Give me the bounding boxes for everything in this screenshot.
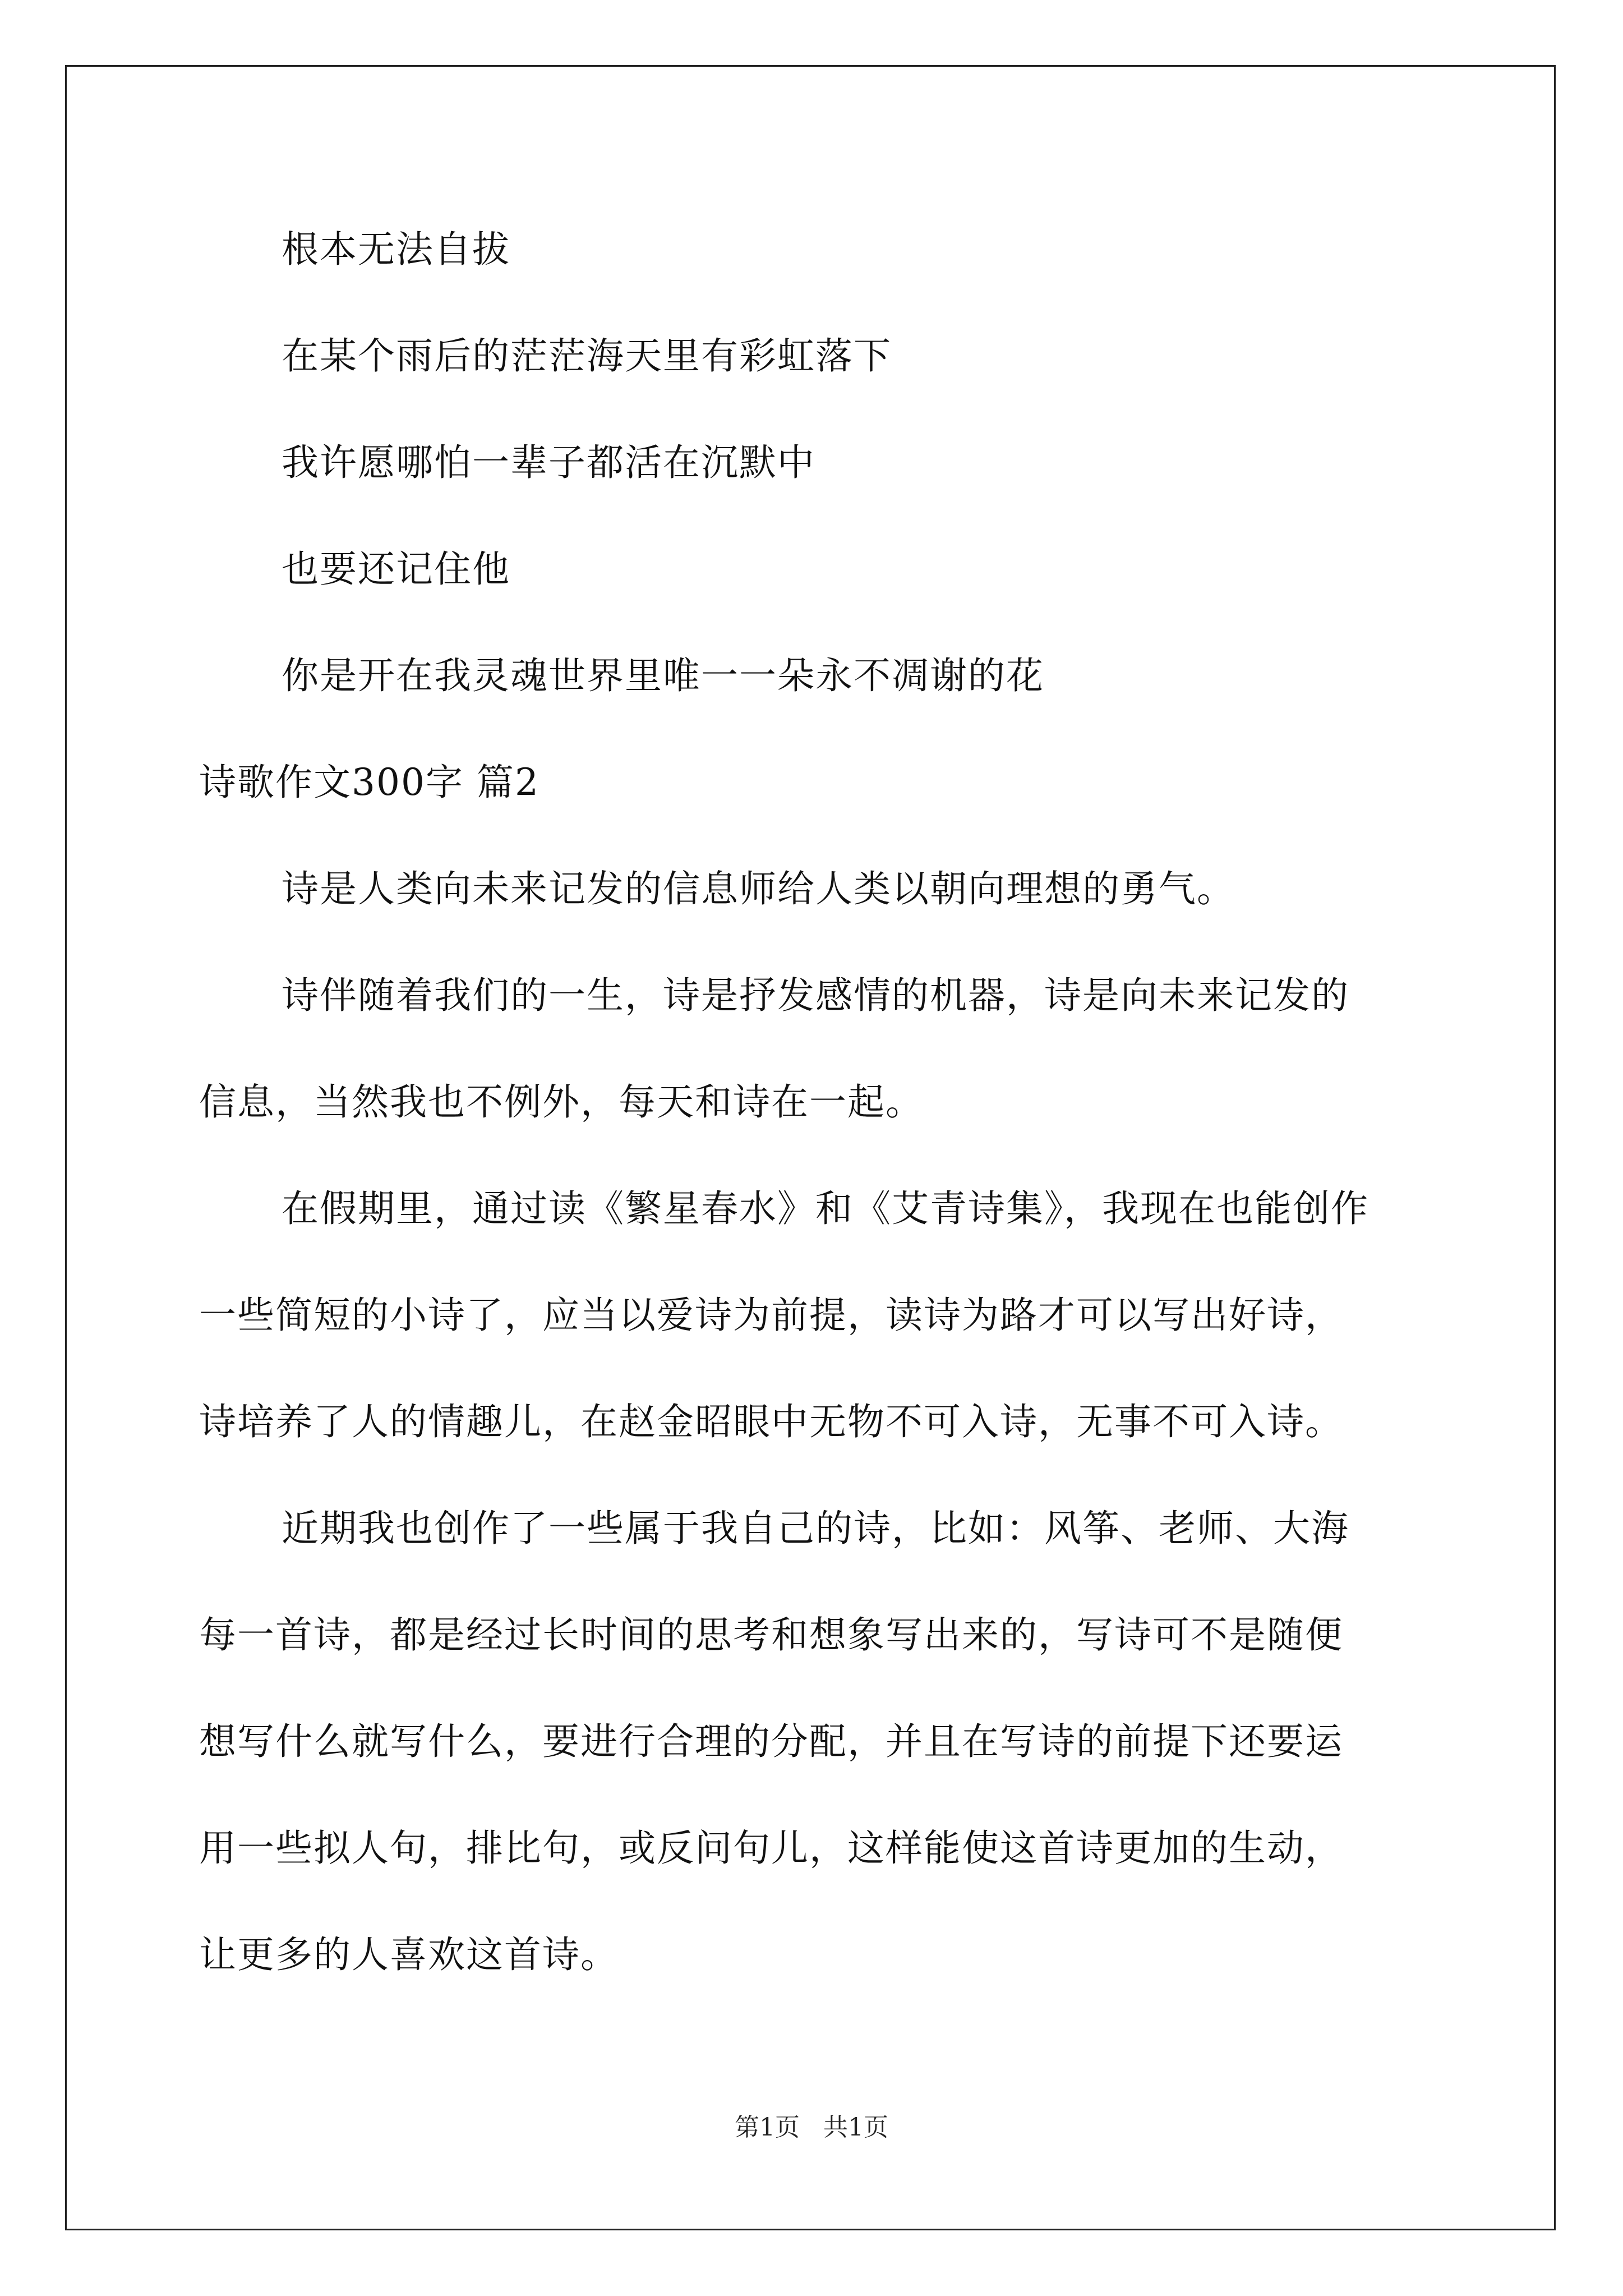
body-line-9: 想写什么就写什么，要进行合理的分配，并且在写诗的前提下还要运 [199, 1720, 1343, 1763]
body-line-1: 诗是人类向未来记发的信息师给人类以朝向理想的勇气。 [282, 867, 1235, 910]
poem-line-5: 你是开在我灵魂世界里唯一一朵永不凋谢的花 [282, 654, 1044, 697]
body-line-5: 一些简短的小诗了，应当以爱诗为前提，读诗为路才可以写出好诗， [199, 1294, 1343, 1337]
body-line-6: 诗培养了人的情趣儿，在赵金昭眼中无物不可入诗，无事不可入诗。 [199, 1400, 1343, 1443]
body-line-8: 每一首诗，都是经过长时间的思考和想象写出来的，写诗可不是随便 [199, 1613, 1343, 1657]
poem-line-4: 也要还记住他 [282, 547, 510, 591]
page-footer: 第1页 共1页 [735, 2113, 888, 2142]
body-line-4: 在假期里，通过读《繁星春水》和《艾青诗集》，我现在也能创作 [282, 1187, 1369, 1230]
poem-line-1: 根本无法自拔 [282, 228, 510, 271]
section-heading: 诗歌作文300字 篇2 [199, 761, 540, 804]
page-border [65, 65, 1556, 2230]
body-line-11: 让更多的人喜欢这首诗。 [199, 1933, 619, 1976]
poem-line-2: 在某个雨后的茫茫海天里有彩虹落下 [282, 334, 892, 378]
poem-line-3: 我许愿哪怕一辈子都活在沉默中 [282, 441, 815, 484]
body-line-10: 用一些拟人句，排比句，或反问句儿，这样能使这首诗更加的生动， [199, 1826, 1343, 1870]
body-line-3: 信息，当然我也不例外，每天和诗在一起。 [199, 1080, 924, 1124]
body-line-7: 近期我也创作了一些属于我自己的诗，比如：风筝、老师、大海 [282, 1507, 1349, 1550]
body-line-2: 诗伴随着我们的一生，诗是抒发感情的机器，诗是向未来记发的 [282, 974, 1349, 1017]
